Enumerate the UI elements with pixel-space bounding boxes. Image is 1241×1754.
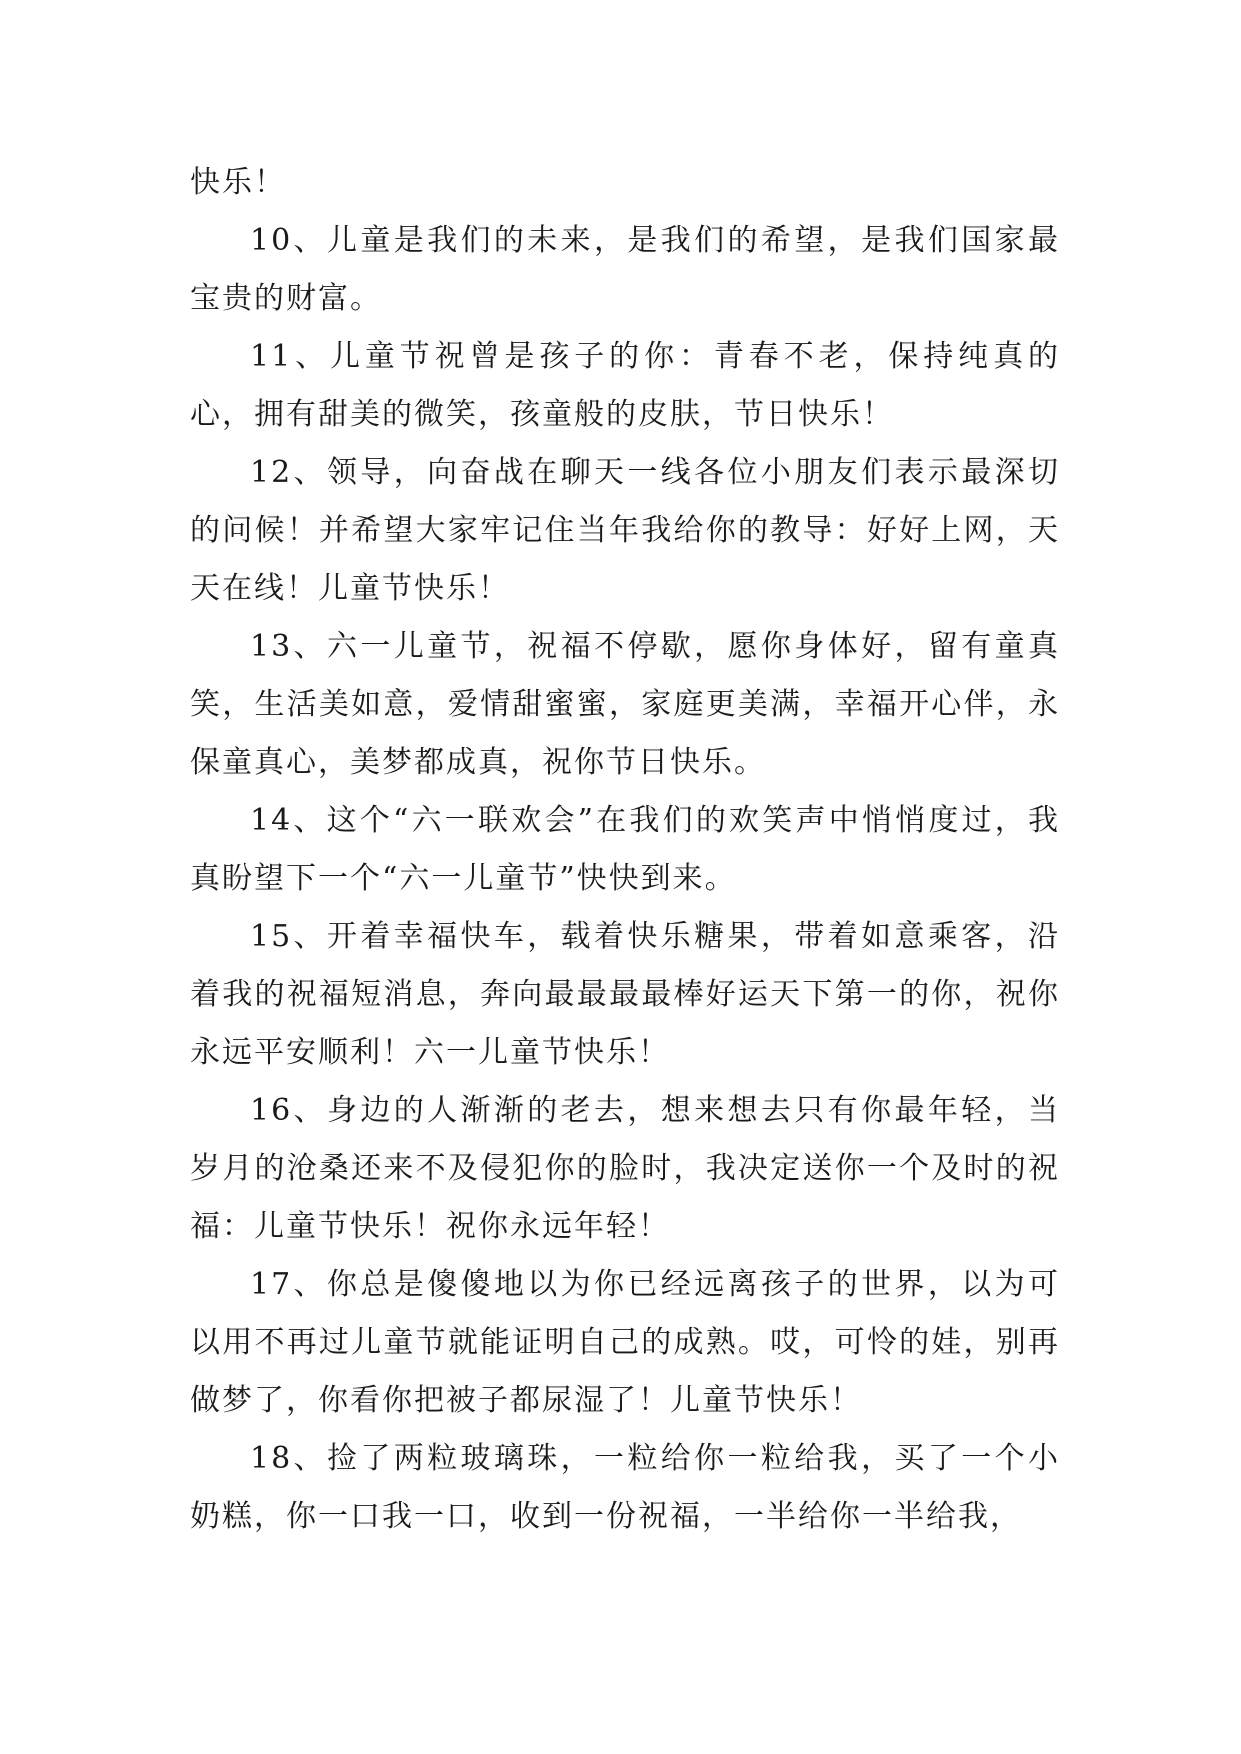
paragraph-12: 12、领导，向奋战在聊天一线各位小朋友们表示最深切的问候！并希望大家牢记住当年我给你的教导：好好上网，天天在线！儿童节快乐！ [190, 455, 1060, 606]
paragraph-17: 17、你总是傻傻地以为你已经远离孩子的世界，以为可以用不再过儿童节就能证明自己的成熟。哎，可怜的娃，别再做梦了，你看你把被子都尿湿了！儿童节快乐！ [190, 1267, 1060, 1418]
paragraph-16: 16、身边的人渐渐的老去，想来想去只有你最年轻，当岁月的沧桑还来不及侵犯你的脸时，我决定送你一个及时的祝福：儿童节快乐！祝你永远年轻！ [190, 1093, 1060, 1244]
paragraph-18: 18、捡了两粒玻璃珠，一粒给你一粒给我，买了一个小奶糕，你一口我一口，收到一份祝福，一半给你一半给我， [190, 1441, 1060, 1534]
paragraph-14: 14、这个“六一联欢会”在我们的欢笑声中悄悄度过，我真盼望下一个“六一儿童节”快快到来。 [190, 803, 1060, 896]
paragraph-15: 15、开着幸福快车，载着快乐糖果，带着如意乘客，沿着我的祝福短消息，奔向最最最最棒好运天下第一的你，祝你永远平安顺利！六一儿童节快乐！ [190, 919, 1060, 1070]
paragraph-11: 11、儿童节祝曾是孩子的你：青春不老，保持纯真的心，拥有甜美的微笑，孩童般的皮肤，节日快乐！ [190, 339, 1060, 432]
document-body [190, 154, 1060, 1546]
paragraph-continuation: 快乐！ [190, 165, 286, 200]
paragraph-13: 13、六一儿童节，祝福不停歇，愿你身体好，留有童真笑，生活美如意，爱情甜蜜蜜，家庭更美满，幸福开心伴，永保童真心，美梦都成真，祝你节日快乐。 [190, 629, 1060, 780]
paragraph-10: 10、儿童是我们的未来，是我们的希望，是我们国家最宝贵的财富。 [190, 223, 1060, 316]
